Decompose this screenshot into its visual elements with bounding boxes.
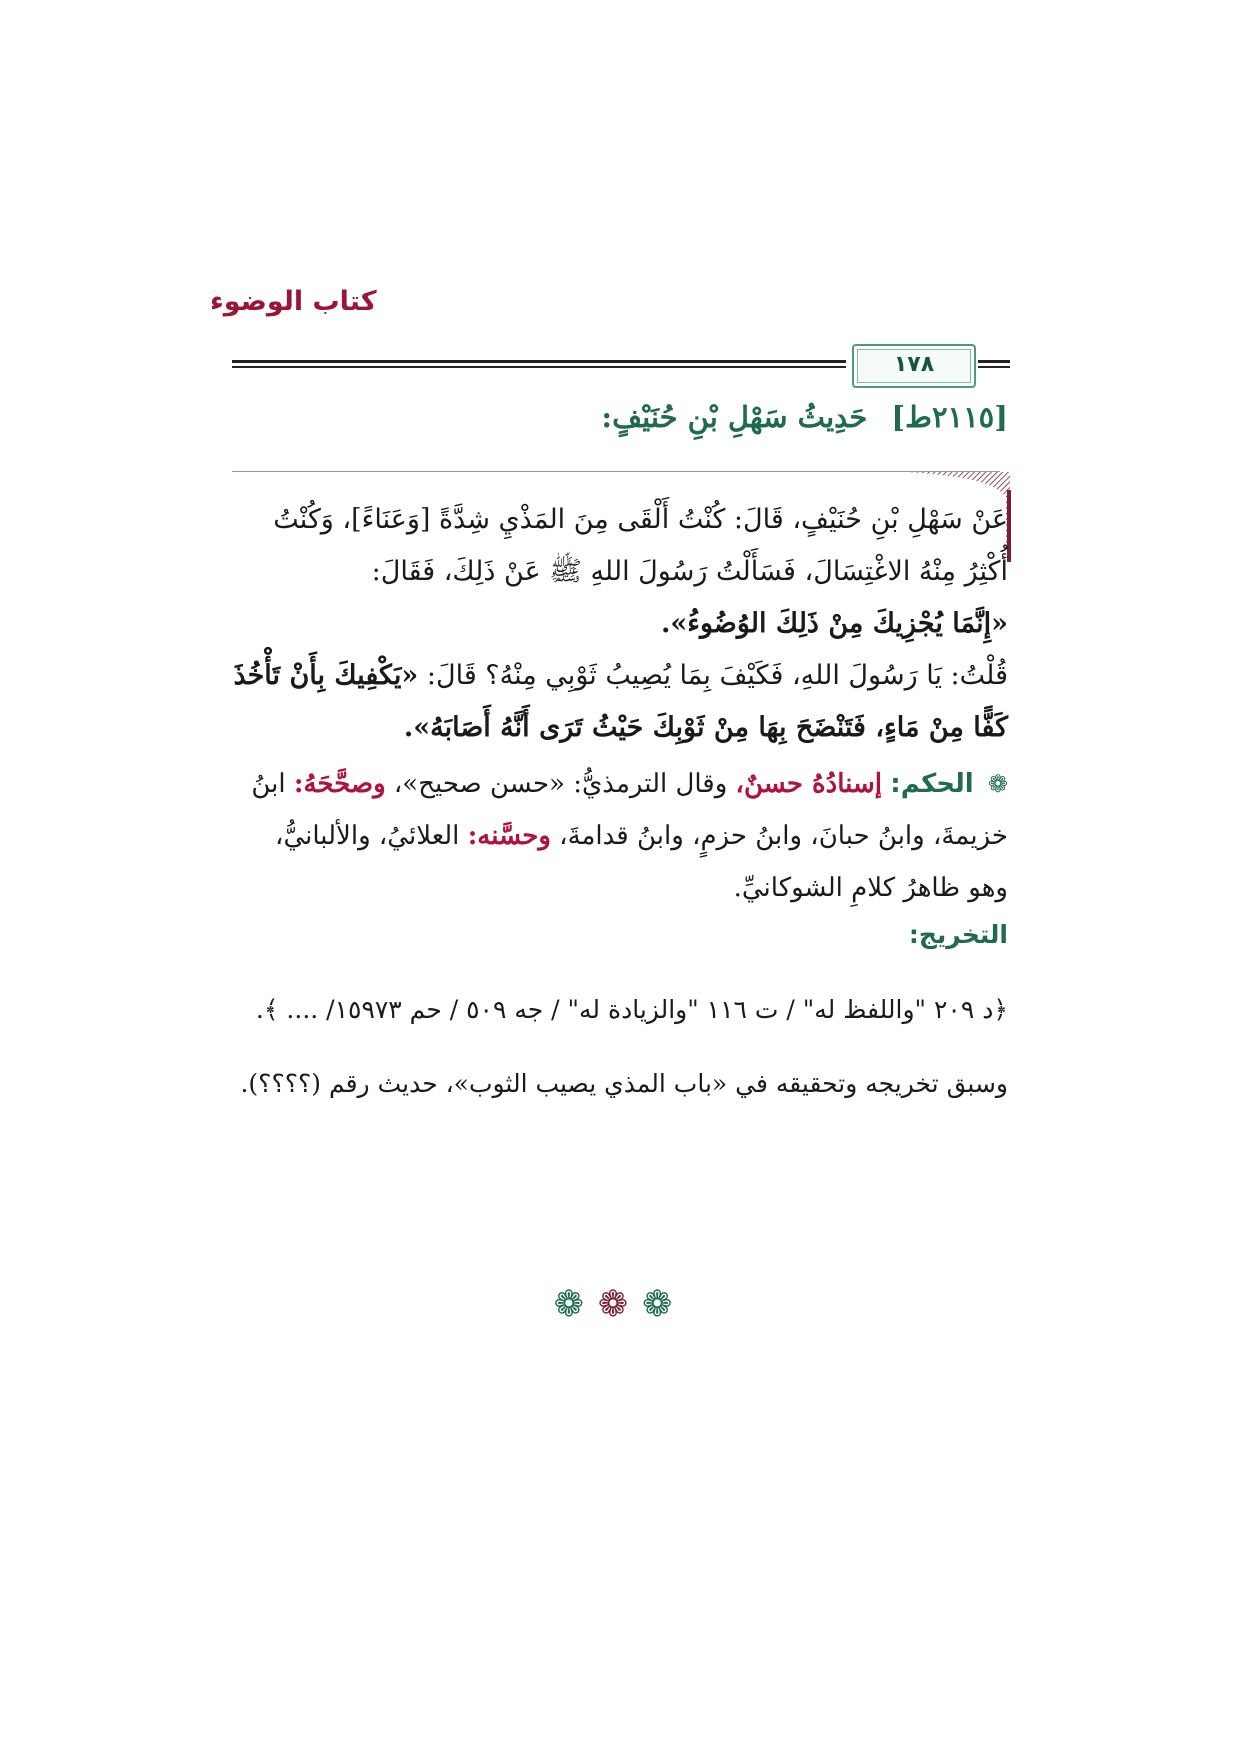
hadith-title: حَدِيثُ سَهْلِ بْنِ حُنَيْفٍ: xyxy=(601,400,868,434)
flower-ornament-icon: ❁ xyxy=(642,1284,687,1325)
takhrij-sources: ﴿د ٢٠٩ "واللفظ له" / ت ١١٦ "والزيادة له" / جه ٥٠٩ / حم ١٥٩٧٣/ .... ﴾. xyxy=(255,995,1008,1024)
hadith-line-part: «يَكْفِيكَ بِأَنْ تَأْخُذَ كَفًّا مِنْ مَاءٍ، فَتَنْضَحَ بِهَا مِنْ ثَوْبِكَ حَيْثُ تَرَى أَنَّهُ أَصَابَهُ». xyxy=(233,660,1008,743)
ruling-hassanahu-list: العلائيُ، والألبانيُّ، وهو ظاهرُ كلامِ الشوكانيِّ. xyxy=(275,821,1008,903)
flower-ornament-icon: ❁ xyxy=(553,1284,598,1325)
ruling-sahhahu-label: وصحَّحَهُ: xyxy=(293,769,386,799)
ruling-label: الحكم: xyxy=(890,769,974,799)
ruling-paragraph xyxy=(230,758,1008,914)
ruling-isnad: إسنادُهُ حسنٌ، xyxy=(735,769,883,799)
hadith-heading xyxy=(230,400,1008,434)
takhrij-note: وسبق تخريجه وتحقيقه في «باب المذي يصيب الثوب»، حديث رقم (؟؟؟؟). xyxy=(240,1069,1008,1098)
header-rule-left xyxy=(232,360,846,368)
takhrij-heading: التخريج: xyxy=(908,920,1008,949)
heading-divider xyxy=(232,471,1000,472)
hadith-text xyxy=(230,494,1008,754)
ruling-hassanahu-label: وحسَّنه: xyxy=(467,821,551,851)
hadith-line: «إِنَّمَا يُجْزِيكَ مِنْ ذَلِكَ الوُضُوءُ». xyxy=(661,608,1008,639)
section-end-ornament xyxy=(0,1284,1240,1325)
ruling-section xyxy=(230,758,1008,914)
page-number-frame xyxy=(852,344,976,388)
hadith-reference: [٢١١٥ط] xyxy=(891,400,1008,434)
page-number: ١٧٨ xyxy=(893,352,935,377)
flower-ornament-icon: ❁ xyxy=(597,1284,643,1325)
ruling-tirmidhi: وقال الترمذيُّ: «حسن صحيح»، xyxy=(393,769,728,799)
ruling-sahhahu-list: ابنُ خزيمةَ، وابنُ حبانَ، وابنُ حزمٍ، وابنُ قدامةَ، xyxy=(251,769,1008,851)
hadith-line: عَنْ سَهْلِ بْنِ حُنَيْفٍ، قَالَ: كُنْتُ أَلْقَى مِنَ المَذْيِ شِدَّةً [وَعَنَاءً]، وَكُنْتُ أُكْثِرُ مِنْهُ الاغْتِسَالَ، فَسَأَلْتُ رَسُولَ اللهِ ﷺ عَنْ ذَلِكَ، فَقَالَ: xyxy=(273,504,1008,587)
header-rule-right xyxy=(978,360,1010,368)
hadith-line-part: قُلْتُ: يَا رَسُولَ اللهِ، فَكَيْفَ بِمَا يُصِيبُ ثَوْبِي مِنْهُ؟ قَالَ: xyxy=(426,660,1008,691)
flower-ornament-icon: ❁ xyxy=(987,770,1008,798)
running-header-title: كتاب الوضوء xyxy=(210,286,377,317)
hadith-line xyxy=(230,650,1008,754)
takhrij-section xyxy=(230,984,1008,1110)
